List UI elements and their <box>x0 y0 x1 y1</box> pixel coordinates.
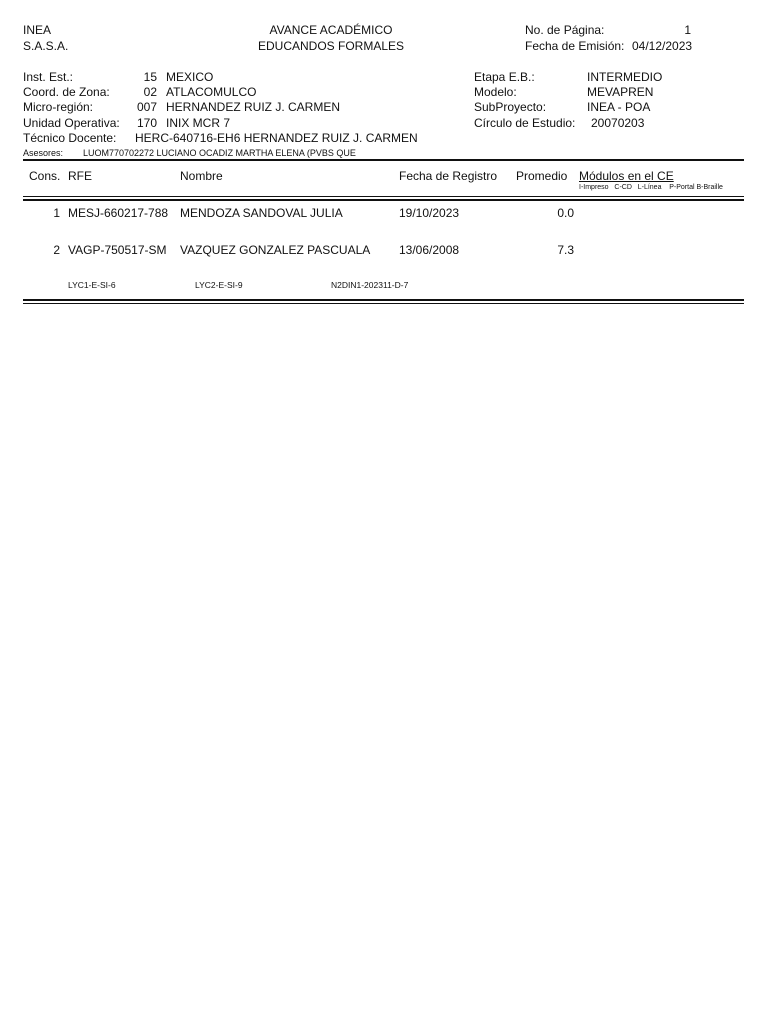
report-title: AVANCE ACADÉMICO <box>269 23 393 37</box>
header-rule <box>23 159 744 161</box>
col-header-rfe: RFE <box>68 169 92 183</box>
etapa-value: INTERMEDIO <box>587 70 663 84</box>
subproyecto-value: INEA - POA <box>587 100 651 114</box>
unidad-code: 170 <box>136 116 157 130</box>
row-rfe: VAGP-750517-SM <box>68 243 167 257</box>
column-header-rule-top <box>23 196 744 197</box>
row-promedio: 7.3 <box>557 243 574 257</box>
col-header-nombre: Nombre <box>180 169 223 183</box>
row-cons: 2 <box>53 243 60 257</box>
asesores-label: Asesores: <box>23 148 64 158</box>
asesores-value: LUOM770702272 LUCIANO OCADIZ MARTHA ELENA (PVBS QUE <box>83 148 356 158</box>
col-header-fecha: Fecha de Registro <box>399 169 498 183</box>
row-nombre: MENDOZA SANDOVAL JULIA <box>180 206 343 220</box>
coord-label: Coord. de Zona: <box>23 85 110 99</box>
col-header-promedio: Promedio <box>516 169 568 183</box>
module-code: LYC2-E-SI-9 <box>195 280 243 290</box>
issue-date-label: Fecha de Emisión: <box>525 39 625 53</box>
org-name: INEA <box>23 23 52 37</box>
module-code: LYC1-E-SI-6 <box>68 280 116 290</box>
tecnico-value: HERC-640716-EH6 HERNANDEZ RUIZ J. CARMEN <box>135 131 418 145</box>
coord-code: 02 <box>143 85 157 99</box>
row-nombre: VAZQUEZ GONZALEZ PASCUALA <box>180 243 371 257</box>
modulos-legend: I-Impreso C-CD L-Línea P-Portal B-Braille <box>579 184 723 191</box>
micro-code: 007 <box>136 100 157 114</box>
micro-label: Micro-región: <box>23 100 94 114</box>
page-number: 1 <box>684 23 691 37</box>
modelo-label: Modelo: <box>474 85 517 99</box>
unidad-label: Unidad Operativa: <box>23 116 120 130</box>
subproyecto-label: SubProyecto: <box>474 100 547 114</box>
col-header-modulos: Módulos en el CE <box>579 169 674 183</box>
circulo-value: 20070203 <box>591 116 645 130</box>
col-header-cons: Cons. <box>29 169 61 183</box>
tecnico-label: Técnico Docente: <box>23 131 117 145</box>
footer-rule-bottom <box>23 303 744 304</box>
page-number-label: No. de Página: <box>525 23 605 37</box>
report-subtitle: EDUCANDOS FORMALES <box>257 39 405 53</box>
row-fecha: 19/10/2023 <box>399 206 460 220</box>
modelo-value: MEVAPREN <box>587 85 654 99</box>
inst-name: MEXICO <box>166 70 214 84</box>
module-code: N2DIN1-202311-D-7 <box>331 280 409 290</box>
footer-rule-top <box>23 299 744 301</box>
inst-code: 15 <box>143 70 157 84</box>
issue-date: 04/12/2023 <box>632 39 693 53</box>
column-header-rule-bottom <box>23 199 744 201</box>
etapa-label: Etapa E.B.: <box>474 70 535 84</box>
unidad-name: INIX MCR 7 <box>166 116 231 130</box>
micro-name: HERNANDEZ RUIZ J. CARMEN <box>166 100 341 114</box>
inst-label: Inst. Est.: <box>23 70 74 84</box>
row-fecha: 13/06/2008 <box>399 243 460 257</box>
row-cons: 1 <box>53 206 60 220</box>
circulo-label: Círculo de Estudio: <box>474 116 576 130</box>
org-subname: S.A.S.A. <box>23 39 69 53</box>
row-rfe: MESJ-660217-788 <box>68 206 169 220</box>
coord-name: ATLACOMULCO <box>166 85 257 99</box>
row-promedio: 0.0 <box>557 206 574 220</box>
